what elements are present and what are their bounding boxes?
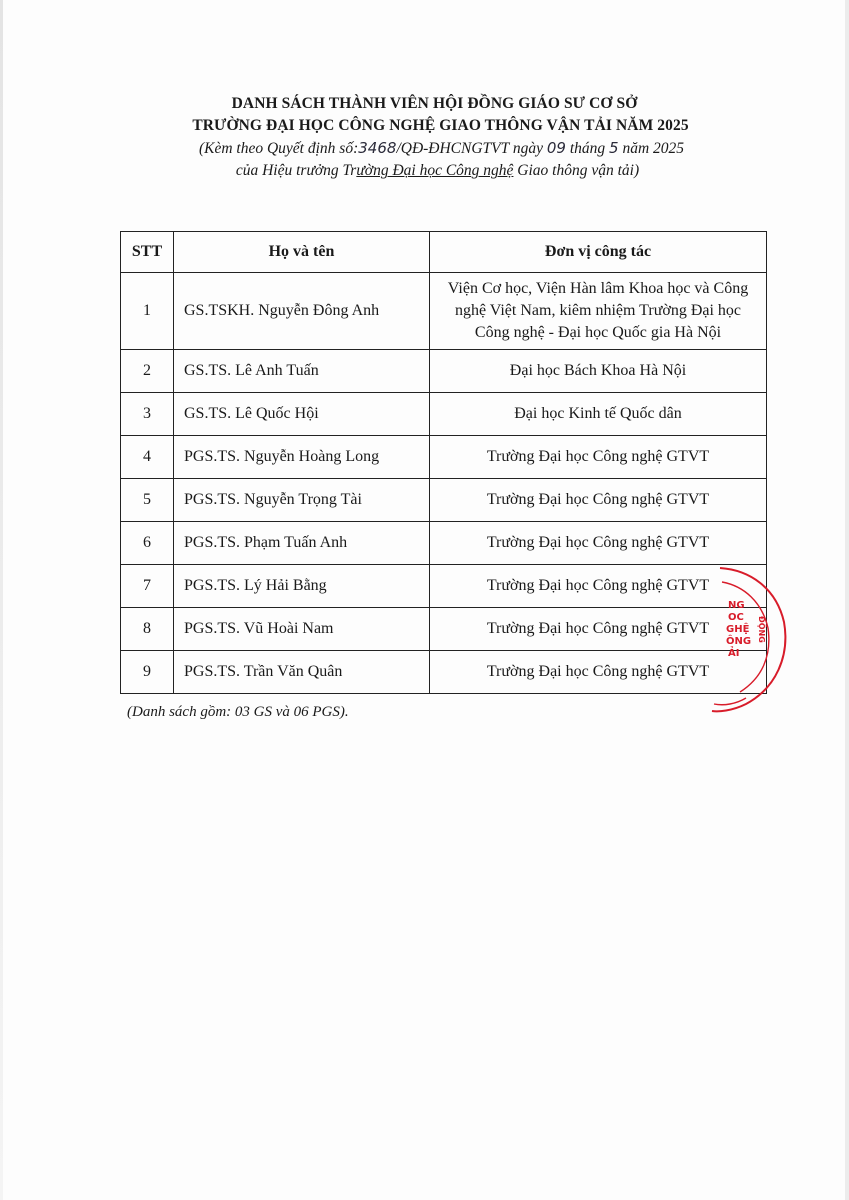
row-stt: 8: [121, 608, 174, 651]
row-unit: Đại học Bách Khoa Hà Nội: [430, 350, 767, 393]
table-row: [121, 522, 767, 565]
row-unit: [430, 273, 767, 350]
row-stt: 5: [121, 479, 174, 522]
title-line-1: DANH SÁCH THÀNH VIÊN HỘI ĐỒNG GIÁO SƯ CƠ SỞ: [231, 95, 638, 112]
decision-month-label: tháng: [569, 140, 606, 157]
seal-text-fragment: OC: [728, 612, 744, 623]
row-name: PGS.TS. Phạm Tuấn Anh: [174, 522, 430, 565]
seal-text-fragment-vertical: ĐỘNG: [757, 616, 766, 643]
table-row: [121, 393, 767, 436]
issuer-underlined: ường Đại học Công nghệ: [356, 162, 514, 179]
decision-prefix: (Kèm theo Quyết định số:: [198, 140, 359, 157]
seal-text-fragment: ẢI: [728, 648, 740, 659]
official-seal: [710, 566, 794, 716]
table-row: [121, 651, 767, 694]
document-header: [0, 93, 849, 182]
row-stt: 4: [121, 436, 174, 479]
row-unit: Trường Đại học Công nghệ GTVT: [430, 651, 767, 694]
column-header-unit: Đơn vị công tác: [430, 232, 767, 273]
table-row: [121, 436, 767, 479]
row-name: PGS.TS. Nguyễn Trọng Tài: [174, 479, 430, 522]
decision-reference: [0, 137, 849, 160]
row-stt: 3: [121, 393, 174, 436]
row-unit: Trường Đại học Công nghệ GTVT: [430, 565, 767, 608]
seal-text-fragment: ÔNG: [726, 636, 752, 647]
row-unit-line: nghệ Việt Nam, kiêm nhiệm Trường Đại học: [454, 302, 742, 319]
row-unit: Trường Đại học Công nghệ GTVT: [430, 479, 767, 522]
row-name: GS.TSKH. Nguyễn Đông Anh: [174, 273, 430, 350]
table-row: [121, 608, 767, 651]
column-header-stt: STT: [121, 232, 174, 273]
table-row: [121, 273, 767, 350]
row-stt: 2: [121, 350, 174, 393]
decision-day: 09: [546, 139, 566, 157]
row-name: PGS.TS. Trần Văn Quân: [174, 651, 430, 694]
seal-text-fragment: GHỆ: [726, 624, 750, 635]
row-unit: Đại học Kinh tế Quốc dân: [430, 393, 767, 436]
table-header-row: [121, 232, 767, 273]
table-row: [121, 479, 767, 522]
row-unit: Trường Đại học Công nghệ GTVT: [430, 436, 767, 479]
row-name: PGS.TS. Lý Hải Bằng: [174, 565, 430, 608]
issuer-part-2: Giao thông vận tải): [513, 162, 640, 179]
decision-number: 3468: [358, 139, 397, 157]
row-unit: Trường Đại học Công nghệ GTVT: [430, 522, 767, 565]
row-name: PGS.TS. Nguyễn Hoàng Long: [174, 436, 430, 479]
row-stt: 1: [121, 273, 174, 350]
decision-year: năm 2025: [622, 140, 685, 157]
row-name: GS.TS. Lê Quốc Hội: [174, 393, 430, 436]
row-unit: Trường Đại học Công nghệ GTVT: [430, 608, 767, 651]
seal-text-fragment: NG: [728, 600, 745, 611]
row-stt: 9: [121, 651, 174, 694]
issuer-line: [0, 160, 849, 182]
row-name: GS.TS. Lê Anh Tuấn: [174, 350, 430, 393]
table-row: [121, 565, 767, 608]
table-row: [121, 350, 767, 393]
row-name: PGS.TS. Vũ Hoài Nam: [174, 608, 430, 651]
decision-month: 5: [609, 139, 619, 157]
seal-ring-icon: [710, 566, 794, 716]
row-stt: 7: [121, 565, 174, 608]
members-table: [120, 231, 767, 694]
row-unit-line: Viện Cơ học, Viện Hàn lâm Khoa học và Công: [447, 280, 749, 297]
column-header-name: Họ và tên: [174, 232, 430, 273]
decision-code: /QĐ-ĐHCNGTVT ngày: [396, 140, 543, 157]
row-stt: 6: [121, 522, 174, 565]
issuer-part-1: của Hiệu trưởng Tr: [235, 162, 357, 179]
title-line-2: TRƯỜNG ĐẠI HỌC CÔNG NGHỆ GIAO THÔNG VẬN TẢI NĂM 2025: [192, 117, 689, 134]
row-unit-line: Công nghệ - Đại học Quốc gia Hà Nội: [474, 324, 722, 341]
footnote: (Danh sách gồm: 03 GS và 06 PGS).: [127, 704, 349, 720]
